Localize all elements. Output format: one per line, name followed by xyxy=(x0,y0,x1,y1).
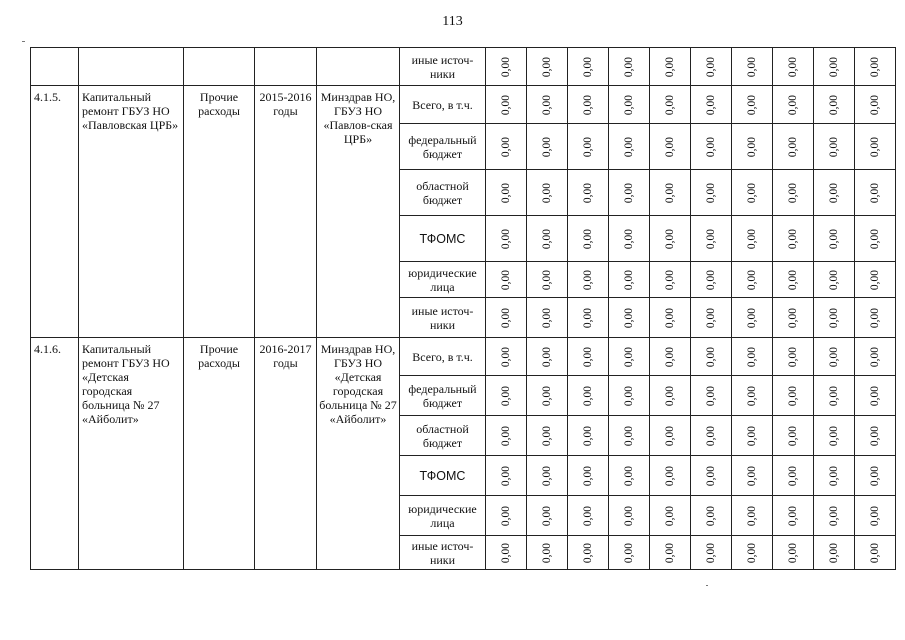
source-label: федеральный бюджет xyxy=(400,124,486,170)
value-cell: 0,00 xyxy=(609,86,650,124)
item-number: 4.1.6. xyxy=(31,338,79,570)
value-cell: 0,00 xyxy=(568,262,609,298)
value-cell: 0,00 xyxy=(814,216,855,262)
value-cell: 0,00 xyxy=(568,416,609,456)
value-cell: 0,00 xyxy=(855,496,896,536)
value-cell: 0,00 xyxy=(486,338,527,376)
value-cell: 0,00 xyxy=(486,262,527,298)
value-cell: 0,00 xyxy=(773,298,814,338)
value-cell: 0,00 xyxy=(773,124,814,170)
value-cell: 0,00 xyxy=(650,456,691,496)
value-cell: 0,00 xyxy=(691,86,732,124)
value-cell: 0,00 xyxy=(609,216,650,262)
cell-empty xyxy=(79,48,184,86)
value-cell: 0,00 xyxy=(855,170,896,216)
value-cell: 0,00 xyxy=(855,262,896,298)
value-cell: 0,00 xyxy=(568,456,609,496)
value-cell: 0,00 xyxy=(568,298,609,338)
expense-type: Прочие расходы xyxy=(184,86,255,338)
value-cell: 0,00 xyxy=(486,416,527,456)
value-cell: 0,00 xyxy=(568,124,609,170)
table-row xyxy=(31,48,896,86)
value-cell: 0,00 xyxy=(650,216,691,262)
implementation-period: 2015-2016 годы xyxy=(255,86,317,338)
value-cell: 0,00 xyxy=(773,416,814,456)
value-cell: 0,00 xyxy=(814,262,855,298)
value-cell: 0,00 xyxy=(732,416,773,456)
value-cell: 0,00 xyxy=(568,338,609,376)
executor: Минздрав НО, ГБУЗ НО «Павлов-ская ЦРБ» xyxy=(317,86,400,338)
value-cell: 0,00 xyxy=(486,216,527,262)
value-cell: 0,00 xyxy=(568,86,609,124)
value-cell: 0,00 xyxy=(650,338,691,376)
value-cell: 0,00 xyxy=(650,48,691,86)
value-cell: 0,00 xyxy=(773,536,814,570)
value-cell: 0,00 xyxy=(486,124,527,170)
value-cell: 0,00 xyxy=(527,86,568,124)
value-cell: 0,00 xyxy=(527,456,568,496)
value-cell: 0,00 xyxy=(486,496,527,536)
cell-empty xyxy=(184,48,255,86)
value-cell: 0,00 xyxy=(732,170,773,216)
item-name: Капитальный ремонт ГБУЗ НО «Павловская ЦРБ» xyxy=(79,86,184,338)
value-cell: 0,00 xyxy=(486,48,527,86)
value-cell: 0,00 xyxy=(814,170,855,216)
value-cell: 0,00 xyxy=(650,298,691,338)
value-cell: 0,00 xyxy=(732,536,773,570)
value-cell: 0,00 xyxy=(773,456,814,496)
value-cell: 0,00 xyxy=(527,298,568,338)
value-cell: 0,00 xyxy=(609,376,650,416)
value-cell: 0,00 xyxy=(732,376,773,416)
value-cell: 0,00 xyxy=(814,416,855,456)
value-cell: 0,00 xyxy=(527,48,568,86)
value-cell: 0,00 xyxy=(691,376,732,416)
value-cell: 0,00 xyxy=(568,48,609,86)
value-cell: 0,00 xyxy=(814,456,855,496)
table-body xyxy=(31,48,896,570)
value-cell: 0,00 xyxy=(814,48,855,86)
value-cell: 0,00 xyxy=(609,48,650,86)
value-cell: 0,00 xyxy=(814,124,855,170)
value-cell: 0,00 xyxy=(732,496,773,536)
expense-type: Прочие расходы xyxy=(184,338,255,570)
value-cell: 0,00 xyxy=(773,262,814,298)
value-cell: 0,00 xyxy=(650,496,691,536)
value-cell: 0,00 xyxy=(732,262,773,298)
source-label: ТФОМС xyxy=(400,456,486,496)
value-cell: 0,00 xyxy=(691,416,732,456)
value-cell: 0,00 xyxy=(855,48,896,86)
value-cell: 0,00 xyxy=(609,456,650,496)
source-label: федеральный бюджет xyxy=(400,376,486,416)
value-cell: 0,00 xyxy=(732,338,773,376)
value-cell: 0,00 xyxy=(732,86,773,124)
value-cell: 0,00 xyxy=(609,170,650,216)
value-cell: 0,00 xyxy=(568,376,609,416)
source-label: областной бюджет xyxy=(400,416,486,456)
value-cell: 0,00 xyxy=(691,536,732,570)
table-row xyxy=(31,86,896,124)
value-cell: 0,00 xyxy=(814,298,855,338)
executor: Минздрав НО, ГБУЗ НО «Детская городская больница № 27 «Айболит» xyxy=(317,338,400,570)
value-cell: 0,00 xyxy=(568,496,609,536)
cell-empty xyxy=(31,48,79,86)
value-cell: 0,00 xyxy=(568,170,609,216)
value-cell: 0,00 xyxy=(773,48,814,86)
value-cell: 0,00 xyxy=(691,216,732,262)
item-number: 4.1.5. xyxy=(31,86,79,338)
value-cell: 0,00 xyxy=(814,536,855,570)
value-cell: 0,00 xyxy=(609,124,650,170)
value-cell: 0,00 xyxy=(527,536,568,570)
source-label: ТФОМС xyxy=(400,216,486,262)
value-cell: 0,00 xyxy=(691,170,732,216)
value-cell: 0,00 xyxy=(773,338,814,376)
value-cell: 0,00 xyxy=(855,376,896,416)
value-cell: 0,00 xyxy=(650,536,691,570)
value-cell: 0,00 xyxy=(486,170,527,216)
cell-empty xyxy=(317,48,400,86)
value-cell: 0,00 xyxy=(814,376,855,416)
value-cell: 0,00 xyxy=(527,496,568,536)
value-cell: 0,00 xyxy=(691,298,732,338)
value-cell: 0,00 xyxy=(609,338,650,376)
value-cell: 0,00 xyxy=(609,496,650,536)
value-cell: 0,00 xyxy=(691,338,732,376)
value-cell: 0,00 xyxy=(609,298,650,338)
source-label: иные источ-ники xyxy=(400,298,486,338)
source-label: юридические лица xyxy=(400,262,486,298)
value-cell: 0,00 xyxy=(527,124,568,170)
value-cell: 0,00 xyxy=(650,124,691,170)
value-cell: 0,00 xyxy=(527,216,568,262)
value-cell: 0,00 xyxy=(732,48,773,86)
value-cell: 0,00 xyxy=(732,216,773,262)
source-label: юридические лица xyxy=(400,496,486,536)
value-cell: 0,00 xyxy=(691,496,732,536)
value-cell: 0,00 xyxy=(855,216,896,262)
value-cell: 0,00 xyxy=(732,298,773,338)
source-label: иные источ-ники xyxy=(400,536,486,570)
value-cell: 0,00 xyxy=(691,262,732,298)
value-cell: 0,00 xyxy=(773,170,814,216)
value-cell: 0,00 xyxy=(609,262,650,298)
value-cell: 0,00 xyxy=(609,416,650,456)
implementation-period: 2016-2017 годы xyxy=(255,338,317,570)
value-cell: 0,00 xyxy=(732,456,773,496)
value-cell: 0,00 xyxy=(691,124,732,170)
page-number: 113 xyxy=(442,14,463,29)
value-cell: 0,00 xyxy=(650,416,691,456)
scan-speck xyxy=(22,41,25,42)
source-label: Всего, в т.ч. xyxy=(400,338,486,376)
scan-speck xyxy=(706,585,708,586)
value-cell: 0,00 xyxy=(650,262,691,298)
item-name: Капитальный ремонт ГБУЗ НО «Детская городская больница № 27 «Айболит» xyxy=(79,338,184,570)
cell-empty xyxy=(255,48,317,86)
value-cell: 0,00 xyxy=(650,376,691,416)
value-cell: 0,00 xyxy=(691,48,732,86)
value-cell: 0,00 xyxy=(609,536,650,570)
value-cell: 0,00 xyxy=(855,416,896,456)
value-cell: 0,00 xyxy=(855,124,896,170)
value-cell: 0,00 xyxy=(814,338,855,376)
value-cell: 0,00 xyxy=(650,170,691,216)
value-cell: 0,00 xyxy=(773,376,814,416)
budget-table xyxy=(30,47,896,570)
value-cell: 0,00 xyxy=(773,216,814,262)
value-cell: 0,00 xyxy=(814,496,855,536)
value-cell: 0,00 xyxy=(814,86,855,124)
source-label: областной бюджет xyxy=(400,170,486,216)
source-label: Всего, в т.ч. xyxy=(400,86,486,124)
value-cell: 0,00 xyxy=(568,216,609,262)
value-cell: 0,00 xyxy=(773,86,814,124)
value-cell: 0,00 xyxy=(855,536,896,570)
value-cell: 0,00 xyxy=(773,496,814,536)
value-cell: 0,00 xyxy=(650,86,691,124)
value-cell: 0,00 xyxy=(855,86,896,124)
value-cell: 0,00 xyxy=(732,124,773,170)
value-cell: 0,00 xyxy=(855,456,896,496)
source-label: иные источ-ники xyxy=(400,48,486,86)
value-cell: 0,00 xyxy=(486,298,527,338)
value-cell: 0,00 xyxy=(527,376,568,416)
value-cell: 0,00 xyxy=(486,536,527,570)
value-cell: 0,00 xyxy=(568,536,609,570)
value-cell: 0,00 xyxy=(527,416,568,456)
value-cell: 0,00 xyxy=(855,338,896,376)
value-cell: 0,00 xyxy=(527,338,568,376)
table-row xyxy=(31,338,896,376)
value-cell: 0,00 xyxy=(486,456,527,496)
value-cell: 0,00 xyxy=(691,456,732,496)
value-cell: 0,00 xyxy=(486,376,527,416)
value-cell: 0,00 xyxy=(527,262,568,298)
value-cell: 0,00 xyxy=(486,86,527,124)
value-cell: 0,00 xyxy=(855,298,896,338)
value-cell: 0,00 xyxy=(527,170,568,216)
